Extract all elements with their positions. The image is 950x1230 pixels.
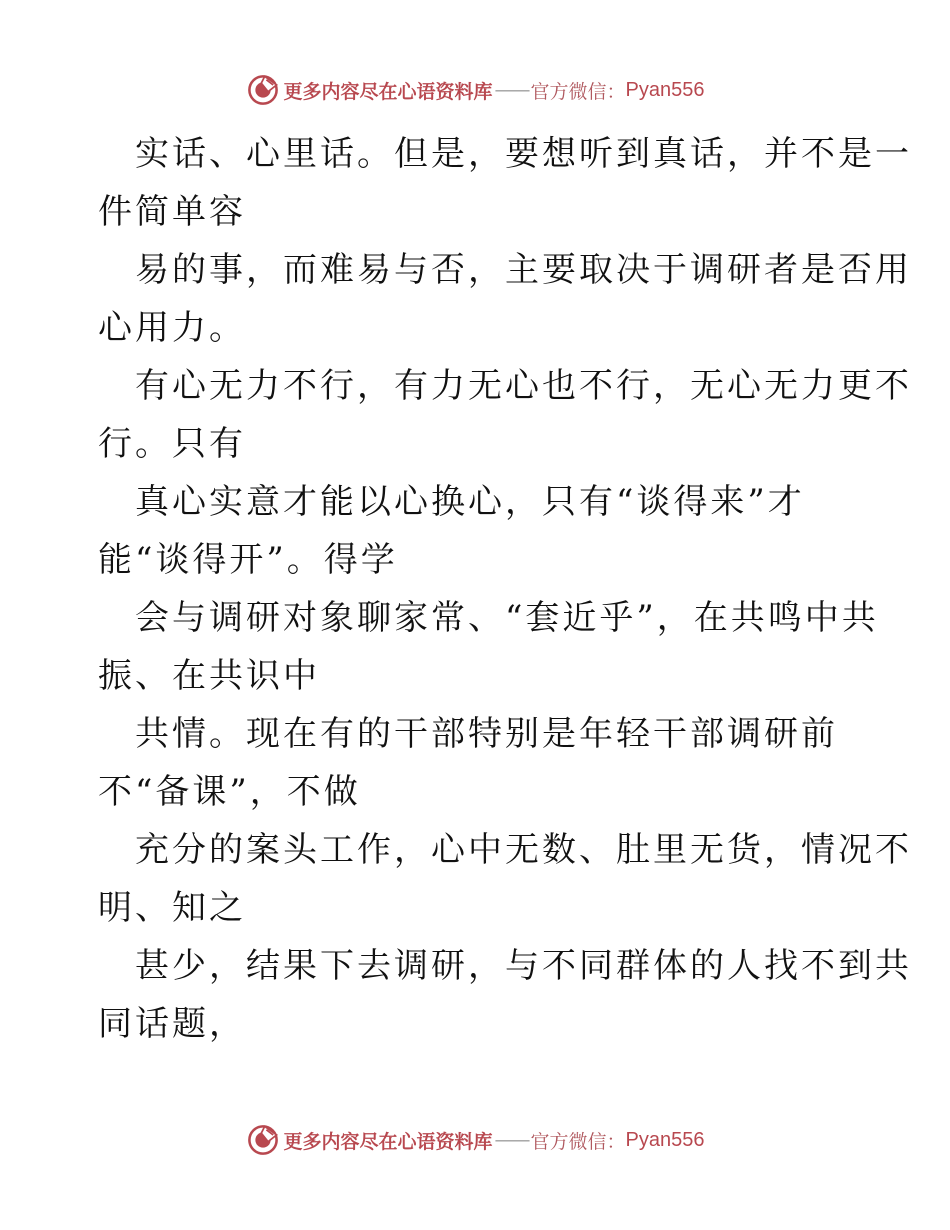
- banner-separator: ——: [494, 1129, 529, 1151]
- header-banner: [0, 70, 950, 110]
- pen-nib-logo-icon: [246, 73, 280, 107]
- body-line: 件简单容: [98, 192, 246, 232]
- banner-wechat-id: Pyan556: [625, 78, 705, 101]
- footer-banner: [0, 1120, 950, 1160]
- body-line: 易的事，而难易与否，主要取决于调研者是否用: [135, 250, 912, 290]
- banner-wechat-label: 官方微信：: [530, 80, 626, 103]
- body-line: 共情。现在有的干部特别是年轻干部调研前: [135, 714, 838, 754]
- document-body: [98, 125, 912, 1053]
- banner-wechat-id: Pyan556: [625, 1128, 705, 1151]
- pen-nib-logo-icon: [246, 1123, 280, 1157]
- body-line: 能“谈得开”。得学: [98, 540, 398, 580]
- body-line: 明、知之: [98, 888, 246, 928]
- body-line: 实话、心里话。但是，要想听到真话，并不是一: [135, 134, 912, 174]
- body-line: 有心无力不行，有力无心也不行，无心无力更不: [135, 366, 912, 406]
- body-line: 会与调研对象聊家常、“套近乎”，在共鸣中共: [135, 598, 879, 638]
- body-line: 真心实意才能以心换心，只有“谈得来”才: [135, 482, 805, 522]
- body-line: 甚少，结果下去调研，与不同群体的人找不到共: [135, 946, 912, 986]
- body-line: 充分的案头工作，心中无数、肚里无货，情况不: [135, 830, 912, 870]
- body-line: 振、在共识中: [98, 656, 320, 696]
- body-line: 行。只有: [98, 424, 246, 464]
- body-line: 不“备课”，不做: [98, 772, 361, 812]
- banner-wechat-label: 官方微信：: [530, 1130, 626, 1153]
- body-line: 心用力。: [98, 308, 246, 348]
- banner-title: 更多内容尽在心语资料库: [283, 1130, 493, 1153]
- banner-separator: ——: [494, 79, 529, 101]
- body-line: 同话题，: [98, 1004, 246, 1044]
- banner-title: 更多内容尽在心语资料库: [283, 80, 493, 103]
